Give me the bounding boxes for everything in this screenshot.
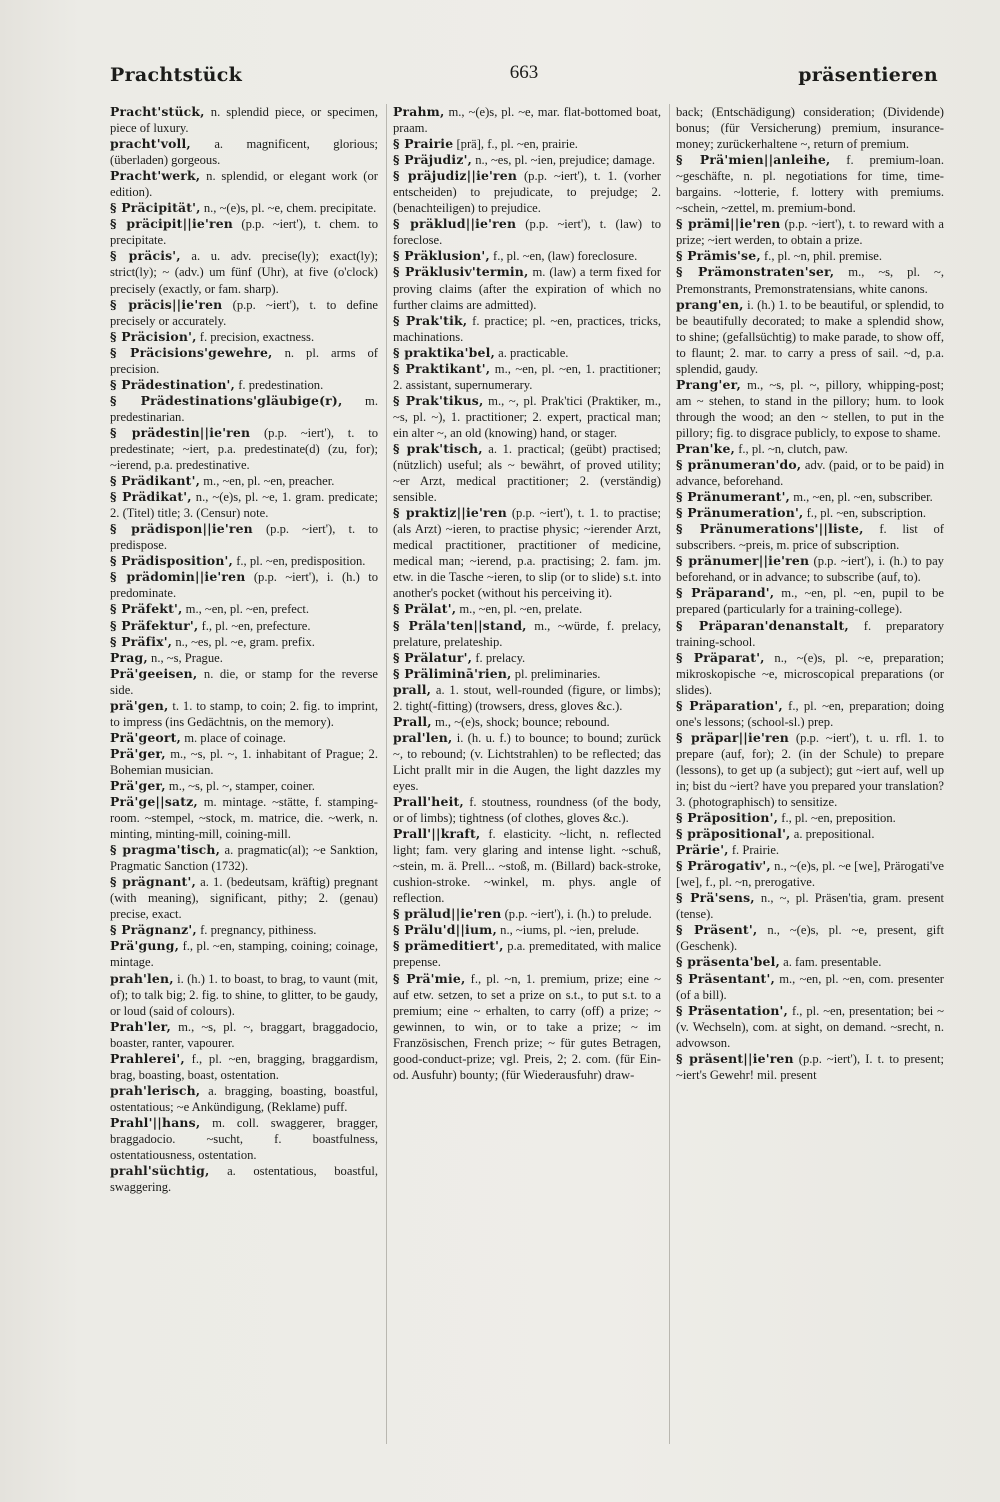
entry-definition: f., pl. ~n, 1. premium, prize; eine ~ auf etw. setzen, to set a prize on s.t., to put s.t. to a premium; eine ~ erhalten, to carry (off) a prize; ~ gewinnen, to win, or to take a prize; ~ im Französischen, French prize; ~ für gutes Betragen, good-conduct-prize; vgl. Preis, 2; 2. com. (für Ein- od. Ausfuhr) bounty; (für Wiederausfuhr) draw- (393, 971, 661, 1082)
entry-headword: § prak'tisch, (393, 440, 483, 456)
entry-definition: p.a. premeditated, with malice prepense. (393, 939, 661, 970)
entry-definition: m., ~en, pl. ~en, pupil to be prepared (particularly for a training-college). (676, 586, 944, 617)
entry-headword: § Präfektur', (110, 617, 199, 633)
entry-definition: a. fam. presentable. (783, 955, 882, 970)
entry-definition: f. elasticity. ~licht, n. reflected light; fam. very glaring and intense light. ~schuß, ~stein, m. ä. Prell... ~stoß, m. (Billard) back-stroke, cushion-stroke. ~winkel, m. phys. angle of reflection. (393, 827, 661, 906)
entry-headword: Prah'ler, (110, 1018, 172, 1034)
entry-headword: § Prä'sens, (676, 890, 755, 906)
entry-definition: f., pl. ~en, bragging, braggardism, brag, boasting, boast, ostentation. (110, 1051, 378, 1082)
dictionary-entry (393, 666, 661, 682)
entry-definition: f., pl. ~en, preposition. (781, 811, 896, 826)
entry-headword: § prädispon||ie'ren (110, 521, 253, 537)
entry-definition: m., ~en, pl. ~en, com. presenter (of a bill). (676, 971, 944, 1002)
entry-definition: (p.p. ~iert'), i. (h.) to prelude. (504, 907, 652, 922)
entry-headword: § Prädisposition', (110, 553, 234, 569)
dictionary-entry (393, 971, 661, 1083)
entry-definition: f., pl. ~en, presentation; bei ~ (v. Wechseln), com. at sight, on demand. ~srecht, n. advowson. (676, 1003, 944, 1050)
columns (110, 104, 944, 1444)
entry-headword: § Pränumerant', (676, 489, 791, 505)
entry-definition: (p.p. ~iert'), t. 1. (vorher entscheiden) to prejudicate, to prejudge; 2. (benachteiligen) to prejudice. (393, 169, 661, 216)
entry-definition: (p.p. ~iert'), t. to define precisely or accurately. (110, 297, 378, 328)
entry-definition: (p.p. ~iert'), t. to reward with a prize; ~iert werden, to obtain a prize. (676, 217, 944, 248)
entry-definition: n., ~, pl. Präsen'tia, gram. present (tense). (676, 891, 944, 922)
entry-headword: Prall'||kraft, (393, 826, 481, 842)
dictionary-entry (676, 618, 944, 650)
entry-definition: a. 1. practical; (geübt) practised; (nützlich) useful; als ~ bewährt, of proved utility; ~er Arzt, medical practitioner; 2. (verständig) sensible. (393, 441, 661, 505)
entry-headword: § Pränumerations'||liste, (676, 521, 864, 537)
entry-headword: § Prälu'd||ium, (393, 922, 497, 938)
dictionary-entry (110, 971, 378, 1019)
dictionary-entry (676, 441, 944, 457)
dictionary-entry (110, 778, 378, 794)
entry-headword: § Präposition', (676, 810, 779, 826)
entry-headword: § pränumeran'do, (676, 457, 802, 473)
entry-headword: § Prälatur', (393, 649, 473, 665)
entry-definition: (p.p. ~iert'), t. chem. to precipitate. (110, 217, 378, 248)
entry-definition: f., pl. ~n, clutch, paw. (738, 441, 848, 456)
dictionary-entry (676, 954, 944, 970)
entry-headword: § Prägnanz', (110, 922, 197, 938)
entry-headword: pracht'voll, (110, 136, 191, 152)
dictionary-entry (393, 313, 661, 345)
dictionary-entry (393, 601, 661, 617)
entry-headword: § Präparat', (676, 649, 765, 665)
entry-headword: prah'len, (110, 970, 174, 986)
entry-definition: m. mintage. ~stätte, f. stamping-room. ~stempel, ~stock, m. matrice, die. ~werk, n. minting, minting-mill, coining-mill. (110, 795, 378, 842)
dictionary-entry (393, 906, 661, 922)
dictionary-entry (676, 377, 944, 441)
entry-definition: a. ostentatious, boastful, swaggering. (110, 1164, 378, 1195)
dictionary-entry (676, 585, 944, 617)
column-2 (386, 104, 661, 1444)
entry-definition: n., ~iums, pl. ~ien, prelude. (500, 923, 640, 938)
dictionary-entry (676, 1003, 944, 1051)
entry-definition: i. (h. u. f.) to bounce; to bound; zurück ~, to rebound; (v. Lichtstrahlen) to be reflected; das Licht prallt mir in die Augen, the light dazzles my eyes. (393, 730, 661, 793)
entry-definition: f. list of subscribers. ~preis, m. price of subscription. (676, 522, 944, 553)
entry-headword: § Präsent', (676, 922, 758, 938)
dictionary-entry (110, 634, 378, 650)
entry-definition: a. magnificent, glorious; (überladen) gorgeous. (110, 137, 378, 168)
entry-headword: Prahlerei', (110, 1050, 185, 1066)
entry-headword: Prä'geeisen, (110, 665, 198, 681)
entry-headword: Prang'er, (676, 376, 741, 392)
entry-definition: f., pl. ~en, stamping, coining; coinage, mintage. (110, 939, 378, 970)
dictionary-entry (676, 922, 944, 954)
entry-headword: Prahl'||hans, (110, 1114, 201, 1130)
dictionary-entry (393, 136, 661, 152)
dictionary-entry (393, 248, 661, 264)
dictionary-entry (110, 200, 378, 216)
entry-definition: (p.p. ~iert'), I. t. to present; ~iert's Gewehr! mil. present (676, 1051, 944, 1082)
dictionary-entry (110, 1083, 378, 1115)
dictionary-entry (676, 890, 944, 922)
dictionary-entry (110, 730, 378, 746)
column-1 (110, 104, 378, 1444)
entry-headword: § Pränumeration', (676, 505, 804, 521)
entry-headword: § Präla'ten||stand, (393, 617, 527, 633)
dictionary-entry (676, 858, 944, 890)
entry-headword: § Prairie (393, 136, 454, 152)
entry-headword: § Präjudiz', (393, 152, 473, 168)
dictionary-entry (676, 1051, 944, 1083)
dictionary-entry (676, 730, 944, 810)
dictionary-entry (676, 297, 944, 377)
dictionary-entry (110, 1051, 378, 1083)
entry-definition: f., pl. ~en, predisposition. (236, 554, 366, 569)
entry-definition: m., ~, pl. Prak'tici (Praktiker, m., ~s, pl. ~), 1. practitioner; 2. expert, practical man; ein alter ~, an old (knowing) hand, or stager. (393, 393, 661, 440)
dictionary-entry (110, 136, 378, 168)
entry-headword: Prä'geort, (110, 729, 182, 745)
entry-headword: Prä'ger, (110, 777, 166, 793)
entry-definition: pl. preliminaries. (514, 666, 601, 681)
dictionary-entry (676, 505, 944, 521)
entry-headword: § Prak'tik, (393, 312, 468, 328)
entry-headword: § präpositional', (676, 826, 791, 842)
dictionary-entry (393, 618, 661, 650)
entry-headword: § Prämis'se, (676, 248, 761, 264)
entry-headword: § Präparation', (676, 697, 783, 713)
dictionary-entry (393, 168, 661, 216)
dictionary-entry (676, 650, 944, 698)
entry-headword: § Präparan'denanstalt, (676, 617, 849, 633)
entry-definition: back; (Entschädigung) consideration; (Dividende) bonus; (für Versicherung) premium, insurance-money; zurückerhaltene ~, return of premium. (676, 105, 944, 152)
entry-definition: f. prelacy. (475, 650, 526, 665)
dictionary-entry (110, 794, 378, 842)
entry-definition: m., ~s, pl. ~, Premonstrants, Premonstratensians, white canons. (676, 265, 944, 296)
entry-headword: § prägnant', (110, 874, 196, 890)
entry-definition: f. practice; pl. ~en, practices, tricks, machinations. (393, 313, 661, 344)
entry-headword: § Prädikant', (110, 473, 201, 489)
dictionary-entry (393, 152, 661, 168)
entry-definition: i. (h.) 1. to boast, to brag, to vaunt (mit, of); to talk big; 2. fig. to shine, to glitter, to be gaudy, or loud (said of colours). (110, 971, 378, 1018)
dictionary-entry (110, 345, 378, 377)
dictionary-entry (393, 505, 661, 601)
entry-definition: m., ~s, pl. ~, stamper, coiner. (168, 778, 315, 793)
entry-definition: f. stoutness, roundness (of the body, or of limbs); tightness (of clothes, gloves &c.). (393, 795, 661, 826)
dictionary-entry (676, 842, 944, 858)
entry-headword: § Präfekt', (110, 601, 183, 617)
dictionary-entry (110, 601, 378, 617)
entry-definition: m. coll. swaggerer, bragger, braggadocio. ~sucht, f. boastfulness, ostentatiousness, ostentation. (110, 1115, 378, 1163)
page-number: 663 (509, 62, 539, 83)
entry-definition: m. place of coinage. (184, 730, 286, 745)
entry-headword: § Prädestination', (110, 376, 236, 392)
dictionary-entry (110, 393, 378, 425)
entry-headword: Prag, (110, 649, 148, 665)
entry-headword: § Prak'tikus, (393, 392, 484, 408)
entry-headword: § Präcipität', (110, 200, 201, 216)
entry-definition: i. (h.) 1. to be beautiful, or splendid, to be beautifully decorated; to make a splendid show, to shine; (gefallsüchtig) to make parade, to show off, to flaunt; 2. mar. to carry a press of sail. ~d, p.a. splendid, gaudy. (676, 297, 944, 376)
entry-headword: § präcis', (110, 248, 181, 264)
entry-headword: Prä'ge||satz, (110, 794, 198, 810)
entry-headword: prall, (393, 681, 432, 697)
dictionary-entry (110, 746, 378, 778)
entry-definition: f. pregnancy, pithiness. (200, 923, 317, 938)
entry-headword: prahl'süchtig, (110, 1163, 210, 1179)
right-running-head: präsentieren (798, 64, 938, 86)
entry-definition: adv. (paid, or to be paid) in advance, beforehand. (676, 458, 944, 489)
dictionary-entry (110, 650, 378, 666)
entry-definition: m., ~en, pl. ~en, prefect. (185, 602, 310, 617)
entry-definition: m., ~en, pl. ~en, preacher. (203, 474, 335, 489)
entry-headword: § präcis||ie'ren (110, 296, 223, 312)
entry-headword: § Präsentant', (676, 970, 775, 986)
dictionary-entry (676, 457, 944, 489)
dictionary-entry (110, 569, 378, 601)
entry-headword: § Präfix', (110, 633, 173, 649)
entry-headword: § Präcisions'gewehre, (110, 344, 273, 360)
left-running-head: Prachtstück (110, 64, 243, 86)
dictionary-entry (676, 248, 944, 264)
entry-definition: a. 1. stout, well-rounded (figure, or limbs); 2. tight(-fitting) (trowsers, dress, gloves &c.). (393, 682, 661, 713)
entry-headword: § praktika'bel, (393, 344, 496, 360)
dictionary-entry (676, 810, 944, 826)
dictionary-entry (393, 345, 661, 361)
entry-definition: m., ~würde, f. prelacy, prelature, prelateship. (393, 618, 661, 649)
entry-headword: § prämi||ie'ren (676, 216, 781, 232)
entry-headword: § Prä'mie, (393, 970, 466, 986)
dictionary-entry (110, 842, 378, 874)
dictionary-entry (393, 393, 661, 441)
entry-headword: § Praktikant', (393, 360, 491, 376)
dictionary-entry (110, 168, 378, 200)
dictionary-entry (110, 425, 378, 473)
dictionary-entry (110, 922, 378, 938)
dictionary-entry (393, 714, 661, 730)
entry-definition: a. pragmatic(al); ~e Sanktion, Pragmatic Sanction (1732). (110, 843, 378, 874)
entry-headword: § prälud||ie'ren (393, 906, 502, 922)
entry-definition: f. predestination. (238, 377, 324, 392)
entry-definition: n. die, or stamp for the reverse side. (110, 666, 378, 697)
entry-headword: § pragma'tisch, (110, 842, 221, 858)
entry-definition: f., pl. ~en, preparation; doing one's lessons; (school-sl.) prep. (676, 698, 944, 729)
dictionary-entry (676, 104, 944, 152)
entry-definition: m., ~s, pl. ~, braggart, braggadocio, boaster, ranter, vapourer. (110, 1019, 378, 1050)
entry-headword: § Prädikat', (110, 489, 192, 505)
entry-headword: prang'en, (676, 296, 744, 312)
entry-definition: m., ~s, pl. ~, 1. inhabitant of Prague; 2. Bohemian musician. (110, 746, 378, 777)
entry-headword: § prädestin||ie'ren (110, 424, 251, 440)
entry-headword: Pracht'stück, (110, 104, 205, 119)
entry-definition: (p.p. ~iert'), i. (h.) to predominate. (110, 570, 378, 601)
dictionary-entry (110, 618, 378, 634)
entry-definition: f., pl. ~n, phil. premise. (763, 249, 883, 264)
dictionary-entry (110, 1115, 378, 1163)
entry-definition: f. preparatory training-school. (676, 618, 944, 649)
dictionary-entry (676, 264, 944, 296)
entry-definition: n., ~(e)s, pl. ~e, 1. gram. predicate; 2. (Titel) title; 3. (Censur) note. (110, 490, 378, 521)
entry-definition: (p.p. ~iert'), t. 1. to practise; (als Arzt) ~ieren, to practise physic; ~ierender Arzt, medical practitioner, practitioner of medicine, medical man; ~ierend, p.a. practising; 2. fam. jm. etw. in die Tasche ~ieren, to slip (or to slide) s.t. into another's pocket (without his perceiving it). (393, 506, 661, 601)
entry-headword: § Prärogativ', (676, 858, 771, 874)
dictionary-entry (110, 248, 378, 296)
entry-headword: § präklud||ie'ren (393, 216, 517, 232)
dictionary-entry (676, 553, 944, 585)
entry-headword: § pränumer||ie'ren (676, 553, 810, 569)
dictionary-entry (110, 666, 378, 698)
dictionary-entry (393, 922, 661, 938)
entry-headword: § Prä'mien||anleihe, (676, 152, 831, 168)
dictionary-entry (110, 297, 378, 329)
entry-headword: Prahm, (393, 104, 445, 119)
entry-headword: Pran'ke, (676, 440, 736, 456)
dictionary-entry (676, 216, 944, 248)
entry-definition: a. practicable. (498, 345, 569, 360)
entry-definition: a. bragging, boasting, boastful, ostentatious; ~e Ankündigung, (Reklame) puff. (110, 1083, 378, 1114)
entry-headword: § Präliminā'rien, (393, 665, 512, 681)
dictionary-entry (393, 441, 661, 505)
dictionary-entry (393, 361, 661, 393)
entry-definition: a. u. adv. precise(ly); exact(ly); strict(ly); ~ (adv.) um fünf (Uhr), at five (o'clock) precisely (exactly, or fam. sharp). (110, 249, 378, 296)
entry-definition: m. (law) a term fixed for proving claims (after the expiration of which no further claims are admitted). (393, 265, 661, 312)
entry-definition: n., ~es, pl. ~e, gram. prefix. (175, 634, 315, 649)
column-3 (669, 104, 944, 1444)
dictionary-entry (110, 938, 378, 970)
dictionary-entry (676, 698, 944, 730)
dictionary-entry (110, 1163, 378, 1195)
entry-definition: f. premium-loan. ~geschäfte, n. pl. negotiations for time, time-bargains. ~lotterie, f. lottery with premiums. ~schein, ~zettel, m. premium-bond. (676, 153, 944, 216)
entry-headword: Pracht'werk, (110, 168, 201, 184)
dictionary-entry (110, 473, 378, 489)
entry-headword: Prä'ger, (110, 745, 166, 761)
dictionary-entry (676, 521, 944, 553)
entry-definition: m., ~s, pl. ~, pillory, whipping-post; am ~ stehen, to stand in the pillory; hum. to look through the wood; an den ~ stellen, to put in the pillory; fig. to disgrace publicly, to expose to shame. (676, 377, 944, 440)
dictionary-entry (393, 650, 661, 666)
entry-headword: prä'gen, (110, 697, 169, 713)
dictionary-entry (393, 264, 661, 312)
entry-definition: [prä], f., pl. ~en, prairie. (456, 137, 578, 152)
dictionary-entry (110, 521, 378, 553)
dictionary-entry (110, 874, 378, 922)
dictionary-entry (393, 938, 661, 970)
entry-definition: n., ~(e)s, pl. ~e, preparation; mikroskopische ~e, microscopical preparations (or slides). (676, 650, 944, 697)
entry-headword: § prämeditiert', (393, 938, 504, 954)
dictionary-entry (110, 104, 378, 136)
dictionary-entry (110, 377, 378, 393)
dictionary-entry (110, 216, 378, 248)
entry-headword: § Prädestinations'gläubige(r), (110, 392, 343, 408)
entry-headword: Prärie', (676, 842, 729, 858)
entry-definition: f., pl. ~en, prefecture. (201, 618, 311, 633)
entry-headword: § Präklusion', (393, 248, 490, 264)
dictionary-entry (676, 489, 944, 505)
entry-headword: pral'len, (393, 729, 453, 745)
entry-definition: m., ~(e)s, pl. ~e, mar. flat-bottomed boat, praam. (393, 105, 661, 136)
page-header (110, 58, 938, 94)
entry-definition: (p.p. ~iert'), t. u. rfl. 1. to prepare (auf, for); 2. (in der Schule) to prepare (lessons), to get up (a subject); gut ~iert auf, well up in; bist du ~iert? have you prepared your translation? 3. (photographisch) to sensitize. (676, 730, 944, 810)
entry-headword: § Präklusiv'termin, (393, 264, 529, 280)
entry-definition: m., ~en, pl. ~en, 1. practitioner; 2. assistant, supernumerary. (393, 361, 661, 392)
entry-definition: (p.p. ~iert'), t. (law) to foreclose. (393, 217, 661, 248)
entry-definition: (p.p. ~iert'), t. to predestinate; ~iert, p.a. predestinate(d) (zu, for); ~ierend, p.a. predestinative. (110, 425, 378, 473)
entry-headword: § präpar||ie'ren (676, 729, 790, 745)
entry-definition: n., ~(e)s, pl. ~e [we], Prärogati've [we], f., pl. ~n, prerogative. (676, 859, 944, 890)
entry-headword: § praktiz||ie'ren (393, 505, 507, 521)
entry-definition: (p.p. ~iert'), t. to predispose. (110, 522, 378, 553)
dictionary-entry (393, 730, 661, 794)
entry-definition: n. pl. arms of precision. (110, 345, 378, 376)
dictionary-entry (393, 104, 661, 136)
entry-definition: f., pl. ~en, (law) foreclosure. (493, 249, 638, 264)
dictionary-entry (676, 152, 944, 216)
entry-definition: n., ~(e)s, pl. ~e, chem. precipitate. (203, 201, 377, 216)
dictionary-entry (110, 489, 378, 521)
entry-definition: f. precision, exactness. (199, 329, 315, 344)
dictionary-entry (676, 826, 944, 842)
entry-definition: n., ~(e)s, pl. ~e, present, gift (Geschenk). (676, 923, 944, 954)
dictionary-entry (393, 682, 661, 714)
entry-headword: § präjudiz||ie'ren (393, 168, 518, 184)
dictionary-entry (110, 553, 378, 569)
entry-definition: a. prepositional. (793, 827, 875, 842)
entry-definition: n. splendid piece, or specimen, piece of luxury. (110, 105, 378, 136)
dictionary-entry (676, 971, 944, 1003)
entry-definition: m. predestinarian. (110, 393, 378, 424)
dictionary-entry (393, 216, 661, 248)
entry-definition: m., ~en, pl. ~en, subscriber. (793, 490, 933, 505)
entry-definition: f. Prairie. (731, 843, 780, 858)
entry-headword: Prall'heit, (393, 794, 464, 810)
entry-headword: Prall, (393, 713, 432, 729)
entry-definition: m., ~en, pl. ~en, prelate. (459, 602, 583, 617)
entry-definition: n. splendid, or elegant work (or edition). (110, 169, 378, 200)
entry-headword: § präsent||ie'ren (676, 1050, 794, 1066)
entry-headword: prah'lerisch, (110, 1082, 201, 1098)
entry-definition: n., ~es, pl. ~ien, prejudice; damage. (475, 153, 655, 168)
entry-definition: (p.p. ~iert'), i. (h.) to pay beforehand, or in advance; to subscribe (auf, to). (676, 554, 944, 585)
dictionary-entry (110, 329, 378, 345)
entry-definition: f., pl. ~en, subscription. (806, 506, 927, 521)
entry-headword: § präsenta'bel, (676, 954, 780, 970)
entry-definition: m., ~(e)s, shock; bounce; rebound. (434, 714, 610, 729)
entry-headword: § präcipit||ie'ren (110, 216, 233, 232)
dictionary-entry (393, 794, 661, 826)
entry-definition: a. 1. (bedeutsam, kräftig) pregnant (with meaning), significant, pithy; 2. (genau) precise, exact. (110, 875, 378, 922)
entry-headword: § Präsentation', (676, 1002, 789, 1018)
entry-headword: Prä'gung, (110, 938, 180, 954)
entry-headword: § prädomin||ie'ren (110, 569, 246, 585)
dictionary-entry (393, 826, 661, 906)
dictionary-entry (110, 698, 378, 730)
entry-headword: § Prämonstraten'ser, (676, 264, 835, 280)
entry-headword: § Präparand', (676, 585, 775, 601)
entry-definition: n., ~s, Prague. (151, 650, 223, 665)
entry-headword: § Prälat', (393, 601, 457, 617)
dictionary-entry (110, 1019, 378, 1051)
entry-headword: § Präcision', (110, 328, 197, 344)
entry-definition: t. 1. to stamp, to coin; 2. fig. to imprint, to impress (ins Gedächtnis, on the memory). (110, 698, 378, 729)
